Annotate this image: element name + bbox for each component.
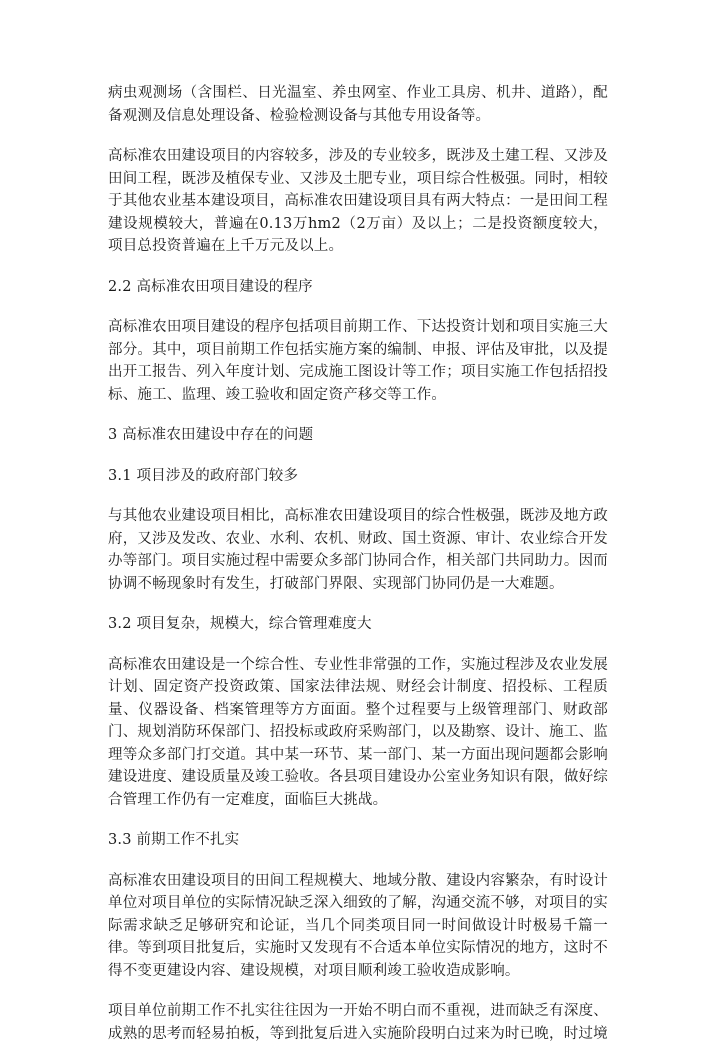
document-body (108, 82, 608, 1063)
section-heading-2-2: 2.2 高标准农田项目建设的程序 (108, 278, 313, 295)
section-heading-3-1: 3.1 项目涉及的政府部门较多 (108, 467, 299, 484)
section-heading-3: 3 高标准农田建设中存在的问题 (108, 427, 314, 443)
paragraph-procedure: 高标准农田项目建设的程序包括项目前期工作、下达投资计划和项目实施三大部分。其中，项目前期工作包括实施方案的编制、申报、评估及审批，以及提出开工报告、列入年度计划、完成施工图设计等工作；项目实施工作包括招投标、施工、监理、竣工验收和固定资产移交等工作。 (108, 319, 608, 403)
paragraph-management-difficulty: 高标准农田建设是一个综合性、专业性非常强的工作，实施过程涉及农业发展计划、固定资产投资政策、国家法律法规、财经会计制度、招投标、工程质量、仪器设备、档案管理等方方面面。整个过程要与上级管理部门、财政部门、规划消防环保部门、招投标或政府采购部门，以及勘察、设计、施工、监理等众多部门打交道。其中某一环节、某一部门、某一方面出现问题都会影响建设进度、建设质量及竣工验收。各县项目建设办公室业务知识有限，做好综合管理工作仍有一定难度，面临巨大挑战。 (108, 656, 608, 808)
paragraph-facilities: 病虫观测场（含围栏、日光温室、养虫网室、作业工具房、机井、道路），配备观测及信息处理设备、检验检测设备与其他专用设备等。 (108, 85, 608, 124)
paragraph-project-features: 高标准农田建设项目的内容较多，涉及的专业较多，既涉及土建工程、又涉及田间工程，既涉及植保专业、又涉及土肥专业，项目综合性极强。同时，相较于其他农业基本建设项目，高标准农田建设项目具有两大特点：一是田间工程建设规模较大，普遍在0.13万hm2（2万亩）及以上；二是投资额度较大，项目总投资普遍在上千万元及以上。 (108, 148, 608, 254)
paragraph-government-departments: 与其他农业建设项目相比，高标准农田建设项目的综合性极强，既涉及地方政府，又涉及发改、农业、水利、农机、财政、国土资源、审计、农业综合开发办等部门。项目实施过程中需要众多部门协同合作，相关部门共同助力。因而协调不畅现象时有发生，打破部门界限、实现部门协同仍是一大难题。 (108, 508, 608, 592)
paragraph-hasty-decisions: 项目单位前期工作不扎实往往因为一开始不明白而不重视，进而缺乏有深度、成熟的思考而轻易拍板，等到批复后进入实施阶段明白过来为时已晚，时过境 (108, 1003, 608, 1042)
section-heading-3-2: 3.2 项目复杂，规模大，综合管理难度大 (108, 616, 372, 632)
paragraph-preliminary-work: 高标准农田建设项目的田间工程规模大、地域分散、建设内容繁杂，有时设计单位对项目单位的实际情况缺乏深入细致的了解，沟通交流不够，对项目的实际需求缺乏足够研究和论证，当几个同类项目同一时间做设计时极易千篇一律。等到项目批复后，实施时又发现有不合适本单位实际情况的地方，这时不得不变更建设内容、建设规模，对项目顺利竣工验收造成影响。 (108, 872, 608, 979)
section-heading-3-3: 3.3 前期工作不扎实 (108, 832, 240, 848)
